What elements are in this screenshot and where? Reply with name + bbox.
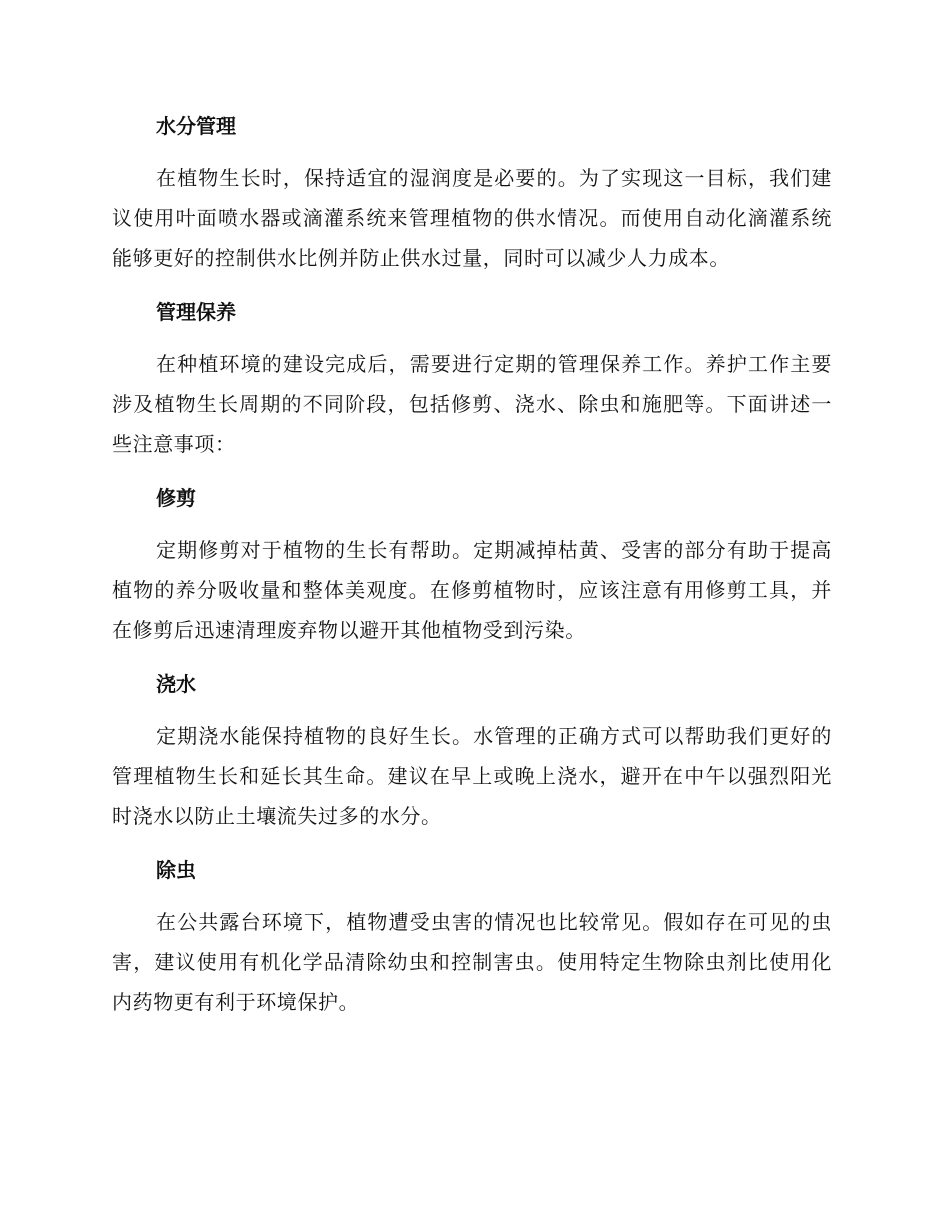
- section-heading-water-management: 水分管理: [156, 114, 236, 138]
- document-body: [112, 108, 832, 1038]
- section-paragraph-water-management: 在植物生长时，保持适宜的湿润度是必要的。为了实现这一目标，我们建议使用叶面喷水器或滴灌系统来管理植物的供水情况。而使用自动化滴灌系统能够更好的控制供水比例并防止供水过量，同时可以减少人力成本。: [112, 166, 832, 270]
- section-heading-pruning: 修剪: [156, 486, 196, 510]
- section-heading-watering: 浇水: [156, 672, 196, 696]
- section-paragraph-watering: 定期浇水能保持植物的良好生长。水管理的正确方式可以帮助我们更好的管理植物生长和延长其生命。建议在早上或晚上浇水，避开在中午以强烈阳光时浇水以防止土壤流失过多的水分。: [112, 724, 832, 828]
- section-paragraph-pruning: 定期修剪对于植物的生长有帮助。定期减掉枯黄、受害的部分有助于提高植物的养分吸收量和整体美观度。在修剪植物时，应该注意有用修剪工具，并在修剪后迅速清理废弃物以避开其他植物受到污染。: [112, 538, 832, 642]
- section-paragraph-pest-control: 在公共露台环境下，植物遭受虫害的情况也比较常见。假如存在可见的虫害，建议使用有机化学品清除幼虫和控制害虫。使用特定生物除虫剂比使用化内药物更有利于环境保护。: [112, 910, 832, 1014]
- section-paragraph-maintenance: 在种植环境的建设完成后，需要进行定期的管理保养工作。养护工作主要涉及植物生长周期的不同阶段，包括修剪、浇水、除虫和施肥等。下面讲述一些注意事项：: [112, 352, 832, 456]
- section-heading-pest-control: 除虫: [156, 858, 196, 882]
- section-heading-maintenance: 管理保养: [156, 300, 236, 324]
